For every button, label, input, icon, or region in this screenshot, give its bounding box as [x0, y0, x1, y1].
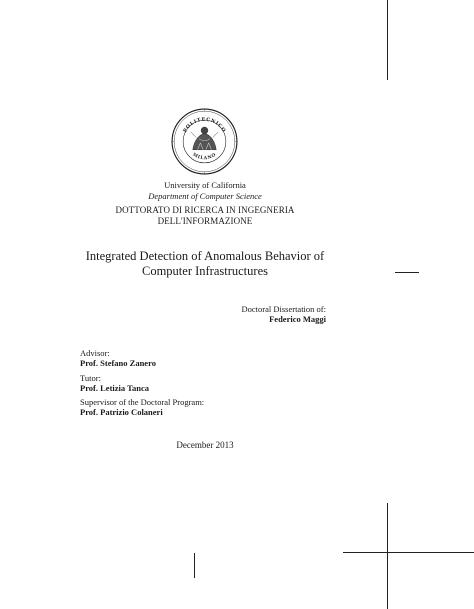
university-name: University of California: [164, 180, 246, 190]
crop-mark-right-middle: [395, 272, 419, 273]
supervisor-name: Prof. Patrizio Colaneri: [80, 407, 163, 417]
school-line-1: DOTTORATO DI RICERCA IN INGEGNERIA: [115, 205, 295, 215]
department-name: Department of Computer Science: [148, 191, 262, 201]
advisor-block: [80, 348, 156, 368]
crop-mark-bottom-right-vertical: [387, 503, 388, 609]
dissertation-author-block: [241, 304, 326, 324]
crop-mark-bottom-middle-vertical: [194, 553, 195, 578]
tutor-block: [80, 373, 149, 393]
dissertation-title: [70, 249, 340, 279]
advisor-label: Advisor:: [80, 348, 110, 358]
tutor-name: Prof. Letizia Tanca: [80, 383, 150, 393]
title-line-2: Computer Infrastructures: [141, 264, 268, 278]
school-line-2: DELL'INFORMAZIONE: [157, 216, 253, 226]
supervisor-label: Supervisor of the Doctoral Program:: [80, 397, 205, 407]
title-line-1: Integrated Detection of Anomalous Behavior of: [85, 249, 325, 263]
author-name: Federico Maggi: [269, 314, 326, 324]
politecnico-seal-icon: [170, 107, 239, 176]
publication-date: December 2013: [176, 440, 234, 450]
svg-text:MILANO: MILANO: [191, 152, 218, 162]
svg-text:POLITECNICO: POLITECNICO: [182, 116, 227, 134]
tutor-label: Tutor:: [80, 373, 101, 383]
doctoral-school: [60, 205, 350, 227]
crop-mark-top-right-vertical: [387, 0, 388, 80]
advisor-name: Prof. Stefano Zanero: [80, 358, 156, 368]
supervisor-block: [80, 397, 204, 417]
university-header: [60, 180, 350, 202]
dissertation-label: Doctoral Dissertation of:: [241, 304, 326, 314]
crop-mark-bottom-right-horizontal: [343, 552, 474, 553]
